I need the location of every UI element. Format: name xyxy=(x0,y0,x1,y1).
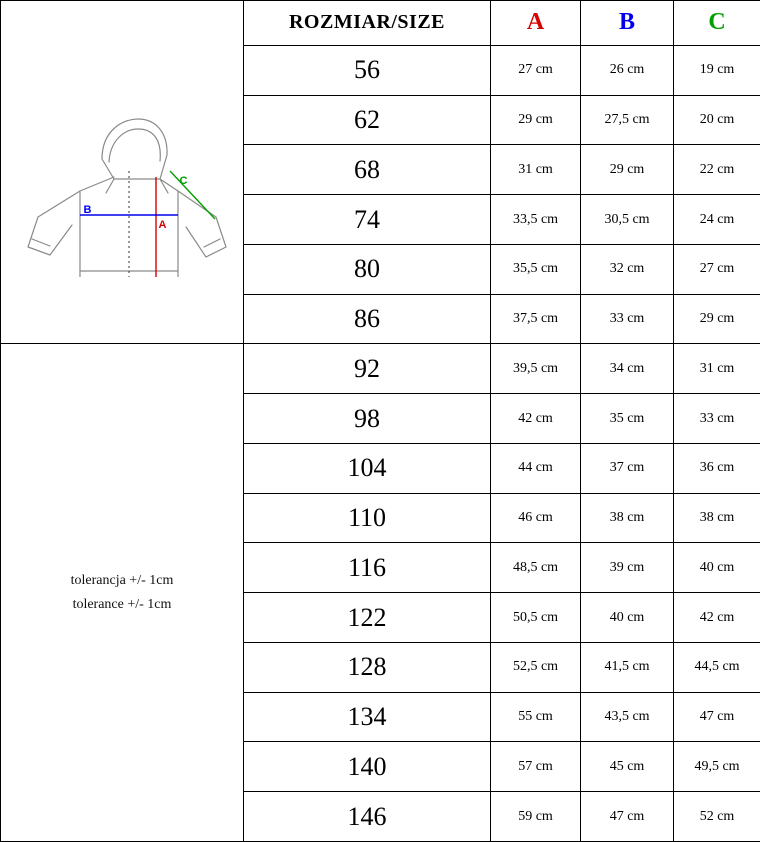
cell-a: 33,5 cm xyxy=(491,195,581,245)
cell-c: 20 cm xyxy=(674,95,760,145)
diagram-label-c: C xyxy=(179,175,188,188)
cell-size: 146 xyxy=(244,792,491,842)
garment-diagram-cell xyxy=(1,1,244,344)
cell-c: 52 cm xyxy=(674,792,760,842)
cell-b: 45 cm xyxy=(581,742,674,792)
cell-a: 52,5 cm xyxy=(491,642,581,692)
cell-b: 40 cm xyxy=(581,593,674,643)
cell-c: 31 cm xyxy=(674,344,760,394)
cell-c: 24 cm xyxy=(674,195,760,245)
cell-a: 50,5 cm xyxy=(491,593,581,643)
cell-a: 42 cm xyxy=(491,394,581,444)
cell-a: 37,5 cm xyxy=(491,294,581,344)
table-header-row xyxy=(1,1,760,46)
cell-size: 122 xyxy=(244,593,491,643)
cell-b: 34 cm xyxy=(581,344,674,394)
header-b: B xyxy=(581,1,674,46)
cell-b: 32 cm xyxy=(581,244,674,294)
cell-a: 59 cm xyxy=(491,792,581,842)
diagram-label-b: B xyxy=(83,204,92,217)
cell-c: 29 cm xyxy=(674,294,760,344)
hoodie-technical-drawing xyxy=(10,67,235,277)
diagram-label-a: A xyxy=(158,219,167,232)
cell-c: 44,5 cm xyxy=(674,642,760,692)
cell-size: 86 xyxy=(244,294,491,344)
cell-size: 116 xyxy=(244,543,491,593)
cell-size: 110 xyxy=(244,493,491,543)
cell-b: 29 cm xyxy=(581,145,674,195)
cell-size: 140 xyxy=(244,742,491,792)
cell-size: 68 xyxy=(244,145,491,195)
cell-b: 39 cm xyxy=(581,543,674,593)
cell-c: 33 cm xyxy=(674,394,760,444)
cell-c: 38 cm xyxy=(674,493,760,543)
tolerance-note-cell xyxy=(1,344,244,842)
cell-c: 47 cm xyxy=(674,692,760,742)
table-row xyxy=(1,344,760,394)
cell-a: 29 cm xyxy=(491,95,581,145)
cell-size: 128 xyxy=(244,642,491,692)
cell-c: 49,5 cm xyxy=(674,742,760,792)
cell-b: 37 cm xyxy=(581,443,674,493)
cell-b: 33 cm xyxy=(581,294,674,344)
cell-b: 26 cm xyxy=(581,45,674,95)
cell-b: 30,5 cm xyxy=(581,195,674,245)
cell-a: 31 cm xyxy=(491,145,581,195)
hoodie-outline-icon xyxy=(10,67,235,277)
cell-a: 39,5 cm xyxy=(491,344,581,394)
cell-c: 36 cm xyxy=(674,443,760,493)
cell-size: 74 xyxy=(244,195,491,245)
cell-size: 56 xyxy=(244,45,491,95)
cell-a: 44 cm xyxy=(491,443,581,493)
cell-c: 22 cm xyxy=(674,145,760,195)
cell-a: 46 cm xyxy=(491,493,581,543)
header-a: A xyxy=(491,1,581,46)
cell-c: 27 cm xyxy=(674,244,760,294)
cell-size: 62 xyxy=(244,95,491,145)
cell-b: 27,5 cm xyxy=(581,95,674,145)
cell-b: 41,5 cm xyxy=(581,642,674,692)
tolerance-line-pl: tolerancja +/- 1cm xyxy=(70,572,174,588)
cell-b: 35 cm xyxy=(581,394,674,444)
header-size: ROZMIAR/SIZE xyxy=(244,1,491,46)
cell-size: 98 xyxy=(244,394,491,444)
cell-a: 57 cm xyxy=(491,742,581,792)
cell-a: 55 cm xyxy=(491,692,581,742)
cell-a: 48,5 cm xyxy=(491,543,581,593)
cell-b: 38 cm xyxy=(581,493,674,543)
cell-a: 27 cm xyxy=(491,45,581,95)
cell-b: 47 cm xyxy=(581,792,674,842)
cell-size: 134 xyxy=(244,692,491,742)
cell-c: 40 cm xyxy=(674,543,760,593)
tolerance-line-en: tolerance +/- 1cm xyxy=(72,596,172,612)
cell-c: 19 cm xyxy=(674,45,760,95)
cell-b: 43,5 cm xyxy=(581,692,674,742)
cell-size: 104 xyxy=(244,443,491,493)
cell-a: 35,5 cm xyxy=(491,244,581,294)
cell-size: 92 xyxy=(244,344,491,394)
cell-c: 42 cm xyxy=(674,593,760,643)
cell-size: 80 xyxy=(244,244,491,294)
header-c: C xyxy=(674,1,760,46)
